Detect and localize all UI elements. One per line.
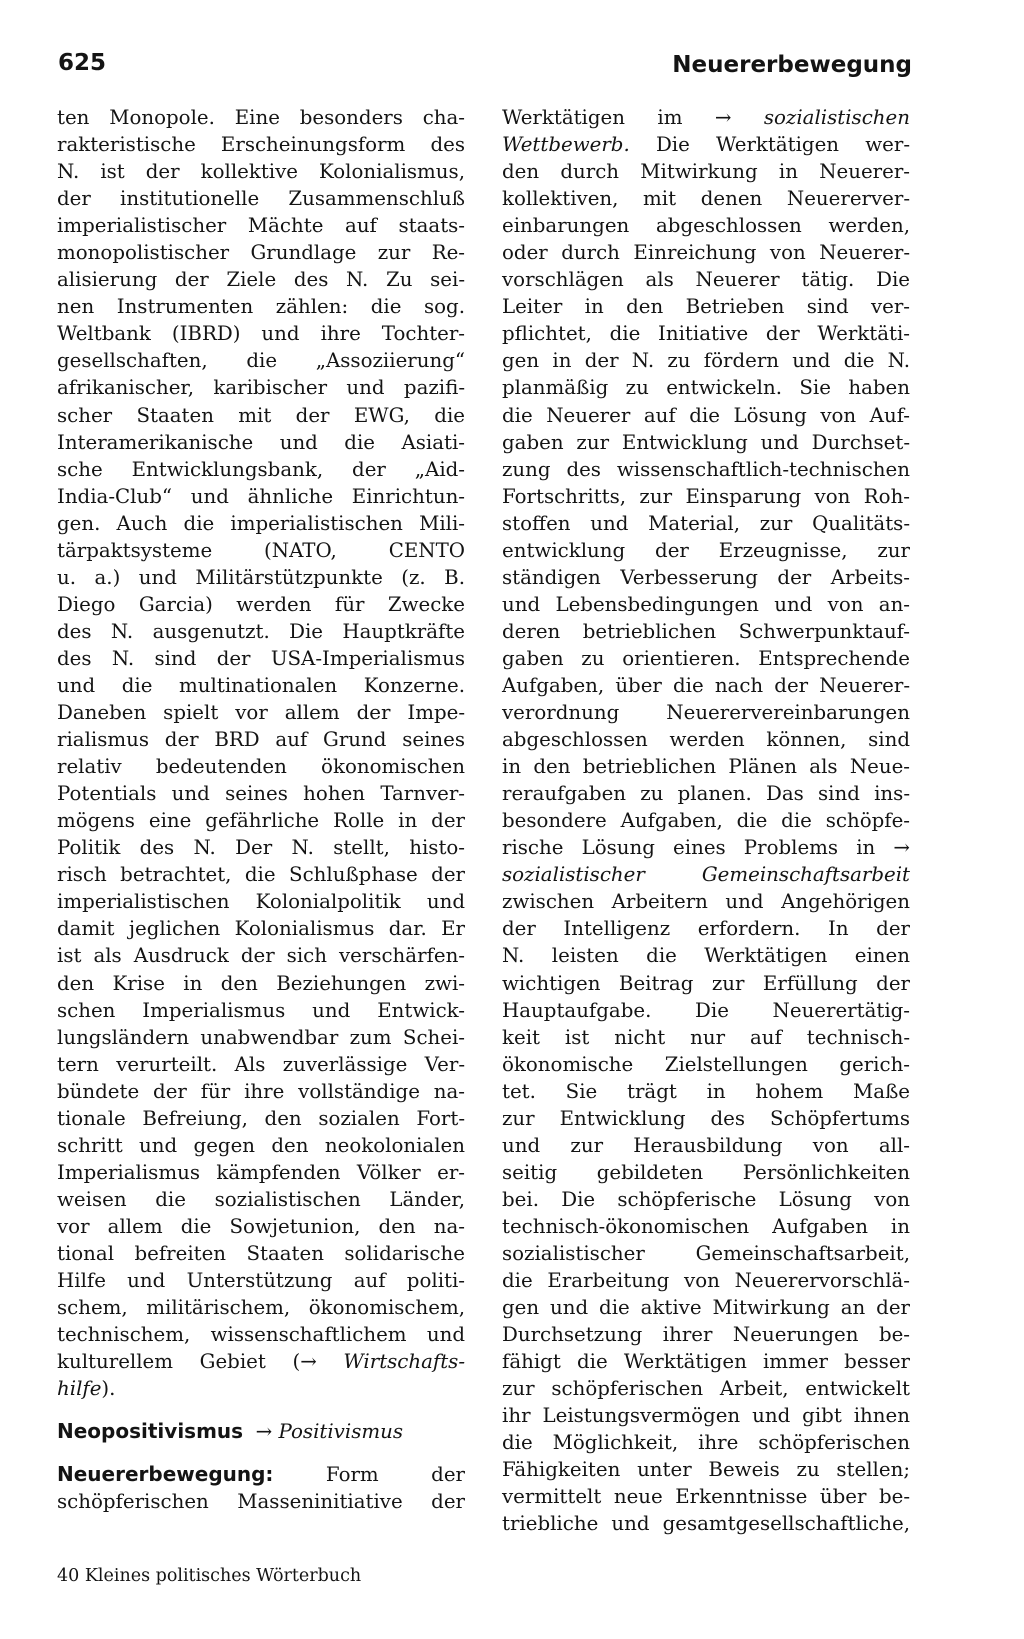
text-line: Durchsetzung ihrer Neuerungen be- (502, 1323, 910, 1347)
text-line: N. leisten die Werktätigen einen (502, 944, 910, 968)
text-line: der institutionelle Zusammenschluß (57, 187, 465, 211)
text-line: damit jeglichen Kolonialismus dar. Er (57, 917, 465, 941)
text-line: stoffen und Material, zur Qualitäts- (502, 511, 910, 535)
text-line: tern verurteilt. Als zuverlässige Ver- (57, 1052, 465, 1076)
text-line: vermittelt neue Erkenntnisse über be- (502, 1485, 910, 1509)
text-line: gaben zur Entwicklung und Durchset- (502, 430, 910, 454)
text-line: hilfe). (57, 1377, 116, 1401)
text-line: vor allem die Sowjetunion, den na- (57, 1214, 465, 1238)
text-line: India-Club“ und ähnliche Einrichtun- (57, 484, 465, 508)
text-line: die Möglichkeit, ihre schöpferischen (502, 1431, 910, 1455)
text-line: deren betrieblichen Schwerpunktauf- (502, 619, 910, 643)
text-line: zwischen Arbeitern und Angehörigen (502, 890, 910, 914)
cross-reference-link[interactable]: sozialistischen (763, 106, 910, 129)
cross-reference-arrow: → (255, 1420, 273, 1444)
text-line: afrikanischer, karibischer und pazifi- (57, 376, 465, 400)
text-line: oder durch Einreichung von Neuerer- (502, 241, 910, 265)
text-line: tet. Sie trägt in hohem Maße (502, 1079, 910, 1103)
text-line: risch betrachtet, die Schlußphase der (57, 863, 465, 887)
text-line: scher Staaten mit der EWG, die (57, 403, 465, 427)
text-line: gen und die aktive Mitwirkung an der (502, 1296, 910, 1320)
page-footer-signature: 40 Kleines politisches Wörterbuch (57, 1566, 362, 1586)
text-line: triebliche und gesamtgesellschaftliche, (502, 1512, 910, 1536)
text-line: den durch Mitwirkung in Neuerer- (502, 160, 910, 184)
text-line: schritt und gegen den neokolonialen (57, 1133, 465, 1157)
text-line: des N. sind der USA-Imperialismus (57, 646, 465, 670)
text-line: seitig gebildeten Persönlichkeiten (502, 1160, 910, 1184)
text-line: kulturellem Gebiet (→ Wirtschafts- (57, 1350, 466, 1374)
text-line: lungsländern unabwendbar zum Schei- (57, 1025, 465, 1049)
text-line: Fähigkeiten unter Beweis zu stellen; (502, 1458, 910, 1482)
text-line: entwicklung der Erzeugnisse, zur (502, 538, 910, 562)
text-line: Leiter in den Betrieben sind ver- (502, 295, 910, 319)
text-line: u. a.) und Militärstützpunkte (z. B. (57, 565, 465, 589)
text-line: sche Entwicklungsbank, der „Aid- (57, 457, 465, 481)
text-line: ständigen Verbesserung der Arbeits- (502, 565, 910, 589)
text-line: rische Lösung eines Problems in → (502, 836, 910, 860)
text-line: rakteristische Erscheinungsform des (57, 133, 465, 157)
entry-term: Neopositivismus (57, 1419, 244, 1444)
entry-neuererbewegung: Neuererbewegung: Form der (57, 1462, 465, 1487)
text-line: Diego Garcia) werden für Zwecke (57, 592, 465, 616)
text-line: bündete der für ihre vollständige na- (57, 1079, 465, 1103)
text-line: gaben zu orientieren. Entsprechende (502, 646, 910, 670)
text-line: rialismus der BRD auf Grund seines (57, 728, 465, 752)
text-line: des N. ausgenutzt. Die Hauptkräfte (57, 619, 465, 643)
text-line: ist als Ausdruck der sich verschärfen- (57, 944, 465, 968)
text-line: schöpferischen Masseninitiative der (57, 1490, 465, 1514)
text-line: und zur Herausbildung von all- (502, 1133, 910, 1157)
text-line: den Krise in den Beziehungen zwi- (57, 971, 465, 995)
text-line: zung des wissenschaftlich-technischen (502, 457, 910, 481)
cross-reference-link[interactable]: hilfe (57, 1377, 102, 1401)
text-line: relativ bedeutenden ökonomischen (57, 755, 465, 779)
text-line: besondere Aufgaben, die die schöpfe- (502, 809, 910, 833)
text-line: Wettbewerb. Die Werktätigen wer- (502, 133, 910, 157)
text-line: tionale Befreiung, den sozialen Fort- (57, 1106, 465, 1130)
text-line: die Neuerer auf die Lösung von Auf- (502, 403, 910, 427)
text-line: bei. Die schöpferische Lösung von (502, 1187, 910, 1211)
text-line: reraufgaben zu planen. Das sind ins- (502, 782, 910, 806)
text-line: imperialistischer Mächte auf staats- (57, 214, 465, 238)
text-line: planmäßig zu entwickeln. Sie haben (502, 376, 910, 400)
text-line: N. ist der kollektive Kolonialismus, (57, 160, 465, 184)
right-column-body (502, 158, 910, 834)
text-line: einbarungen abgeschlossen werden, (502, 214, 910, 238)
text-line: Potentials und seines hohen Tarnver- (57, 782, 465, 806)
text-line: gesellschaften, die „Assoziierung“ (57, 349, 465, 373)
cross-reference-link[interactable]: Wettbewerb. (502, 133, 630, 157)
text-line: technisch-ökonomischen Aufgaben in (502, 1214, 910, 1238)
right-column-body (502, 888, 910, 1537)
text-line: schen Imperialismus und Entwick- (57, 998, 465, 1022)
page-number: 625 (58, 50, 107, 76)
left-column (57, 104, 465, 1515)
text-line: monopolistischer Grundlage zur Re- (57, 241, 465, 265)
text-line: gen. Auch die imperialistischen Mili- (57, 511, 465, 535)
text-line: gen in der N. zu fördern und die N. (502, 349, 910, 373)
text-line: zur schöpferischen Arbeit, entwickelt (502, 1377, 910, 1401)
text-line: nen Instrumenten zählen: die sog. (57, 295, 465, 319)
running-head: Neuererbewegung (672, 52, 912, 78)
text-line: und die multinationalen Konzerne. (57, 673, 465, 697)
cross-reference-link[interactable]: Positivismus (278, 1420, 403, 1444)
text-line: Werktätigen im → sozialistischen (502, 106, 910, 129)
text-line: keit ist nicht nur auf technisch- (502, 1025, 910, 1049)
text-line: Daneben spielt vor allem der Impe- (57, 701, 465, 725)
text-line: tärpaktsysteme (NATO, CENTO (57, 538, 465, 562)
text-line: imperialistischen Kolonialpolitik und (57, 890, 465, 914)
text-line: weisen die sozialistischen Länder, (57, 1187, 465, 1211)
text-line: ten Monopole. Eine besonders cha- (57, 106, 465, 129)
text-line: ihr Leistungsvermögen und gibt ihnen (502, 1404, 910, 1428)
text-line: fähigt die Werktätigen immer besser (502, 1350, 910, 1374)
text-line: verordnung Neuerervereinbarungen (502, 701, 910, 725)
text-line: Imperialismus kämpfenden Völker er- (57, 1160, 465, 1184)
text-line: Fortschritts, zur Einsparung von Roh- (502, 484, 910, 508)
text-line: pflichtet, die Initiative der Werktäti- (502, 322, 910, 346)
cross-reference-link[interactable]: Wirtschafts- (343, 1350, 466, 1374)
text-line: in den betrieblichen Plänen als Neue- (502, 755, 910, 779)
text-line: schem, militärischem, ökonomischem, (57, 1296, 465, 1320)
text-line: kollektiven, mit denen Neuererver- (502, 187, 910, 211)
cross-reference-link[interactable]: Gemeinschaftsarbeit (701, 863, 910, 887)
text-line: Hilfe und Unterstützung auf politi- (57, 1269, 465, 1293)
text-line: zur Entwicklung des Schöpfertums (502, 1106, 910, 1130)
text-line: Aufgaben, über die nach der Neuerer- (502, 673, 910, 697)
left-column-body (57, 104, 465, 1348)
text-line (502, 861, 910, 888)
text-line: Politik des N. Der N. stellt, histo- (57, 836, 465, 860)
text-line: Weltbank (IBRD) und ihre Tochter- (57, 322, 465, 346)
text-line: vorschlägen als Neuerer tätig. Die (502, 268, 910, 292)
text-line: ökonomische Zielstellungen gerich- (502, 1052, 910, 1076)
cross-reference-arrow: → (893, 836, 910, 860)
text-line: abgeschlossen werden können, sind (502, 728, 910, 752)
text-line: Interamerikanische und die Asiati- (57, 430, 465, 454)
cross-reference-link[interactable]: sozialistischer (502, 863, 645, 887)
text-line: der Intelligenz erfordern. In der (502, 917, 910, 941)
right-column (502, 104, 910, 1537)
text-line: wichtigen Beitrag zur Erfüllung der (502, 971, 910, 995)
cross-reference-arrow: → (714, 106, 732, 129)
text-line: tional befreiten Staaten solidarische (57, 1241, 465, 1265)
text-line: die Erarbeitung von Neuerervorschlä- (502, 1269, 910, 1293)
text-line: alisierung der Ziele des N. Zu sei- (57, 268, 465, 292)
cross-reference-arrow: → (300, 1350, 317, 1374)
text-line: mögens eine gefährliche Rolle in der (57, 809, 465, 833)
text-line: und Lebensbedingungen und von an- (502, 592, 910, 616)
entry-term: Neuererbewegung: (57, 1462, 274, 1487)
entry-neopositivismus (57, 1418, 465, 1445)
text-line: sozialistischer Gemeinschaftsarbeit, (502, 1241, 910, 1265)
text-line: Hauptaufgabe. Die Neuerertätig- (502, 998, 910, 1022)
text-line: technischem, wissenschaftlichem und (57, 1323, 465, 1347)
